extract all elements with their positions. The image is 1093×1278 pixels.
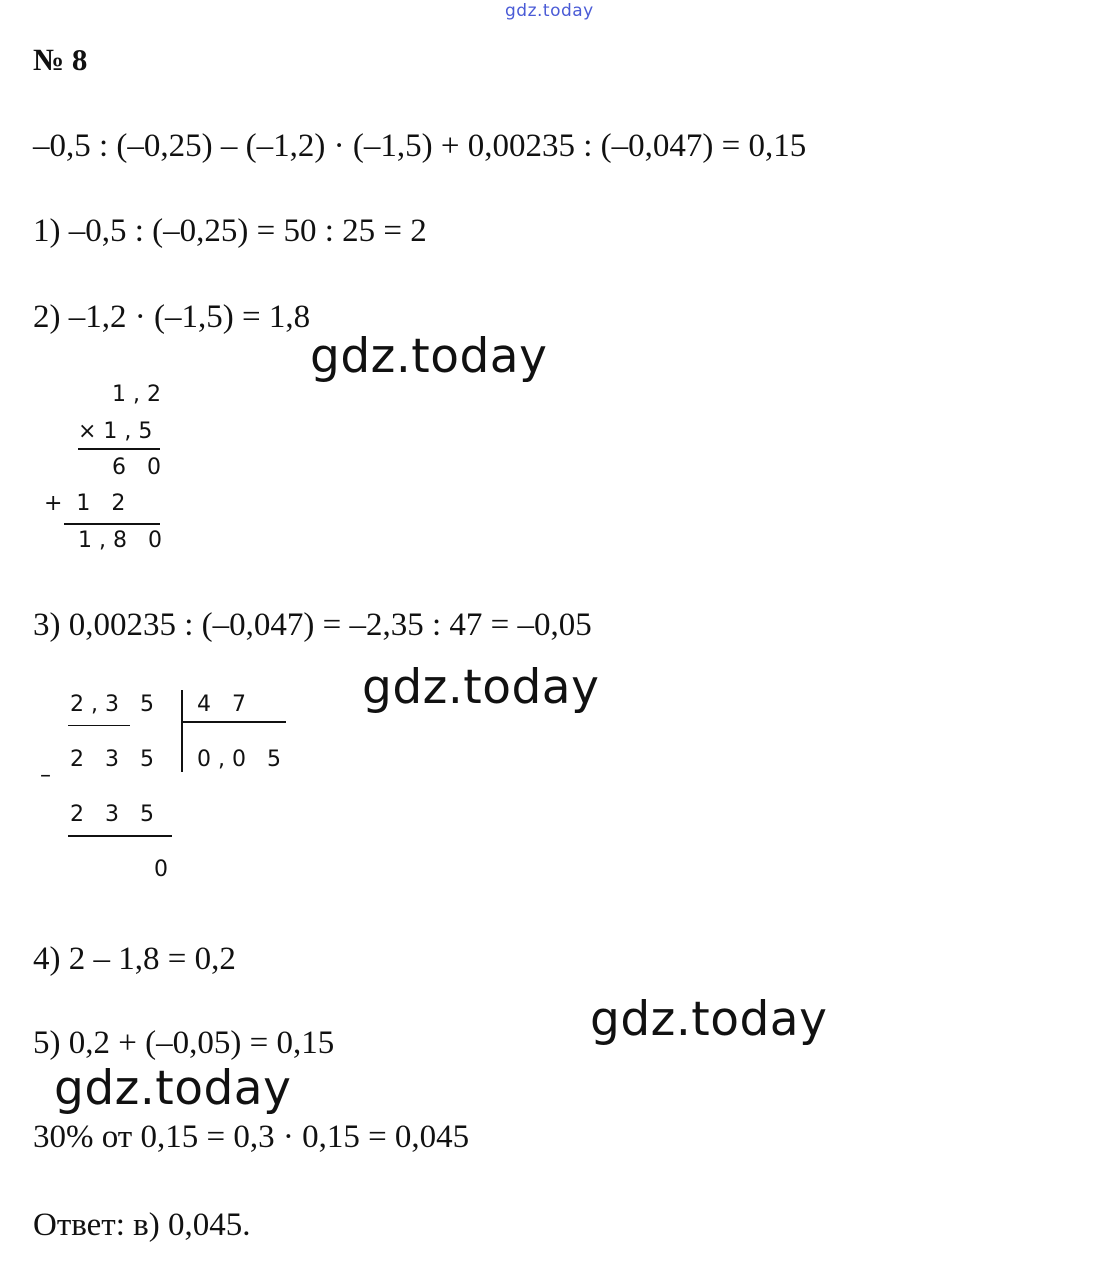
division-sub-1: 2 3 5	[70, 747, 154, 772]
division-quotient: 0 , 0 5	[197, 747, 281, 772]
division-dividend-rule	[68, 725, 130, 726]
division-rule	[68, 835, 172, 837]
division-divisor: 4 7	[197, 692, 246, 717]
step-1: 1) –0,5 : (–0,25) = 50 : 25 = 2	[33, 213, 427, 249]
step-2: 2) –1,2 · (–1,5) = 1,8	[33, 299, 311, 335]
percent-calculation: 30% от 0,15 = 0,3 · 0,15 = 0,045	[33, 1119, 470, 1155]
answer: Ответ: в) 0,045.	[33, 1207, 251, 1243]
task-expression: –0,5 : (–0,25) – (–1,2) · (–1,5) + 0,00235 : (–0,047) = 0,15	[33, 128, 807, 164]
mult-result: 1 , 8 0	[78, 528, 162, 553]
step-4: 4) 2 – 1,8 = 0,2	[33, 941, 236, 977]
mult-rule-2	[64, 523, 160, 525]
division-minus: –	[40, 763, 51, 788]
mult-row-1: 1 , 2	[112, 382, 161, 407]
step-3: 3) 0,00235 : (–0,047) = –2,35 : 47 = –0,05	[33, 607, 592, 643]
division-remainder: 0	[154, 857, 168, 882]
division-bar	[181, 690, 183, 772]
watermark: gdz.today	[54, 1061, 292, 1116]
mult-row-3: 6 0	[112, 455, 161, 480]
mult-row-4: + 1 2	[44, 491, 126, 516]
mult-row-2: × 1 , 5	[78, 419, 153, 444]
division-dividend: 2 , 3 5	[70, 692, 154, 717]
watermark: gdz.today	[310, 329, 548, 384]
watermark: gdz.today	[362, 660, 600, 715]
watermark: gdz.today	[590, 992, 828, 1047]
watermark-top: gdz.today	[505, 1, 594, 21]
mult-rule-1	[78, 448, 160, 450]
task-number: № 8	[33, 42, 88, 77]
division-divisor-rule	[182, 721, 286, 723]
step-5: 5) 0,2 + (–0,05) = 0,15	[33, 1025, 335, 1061]
division-sub-2: 2 3 5	[70, 802, 154, 827]
